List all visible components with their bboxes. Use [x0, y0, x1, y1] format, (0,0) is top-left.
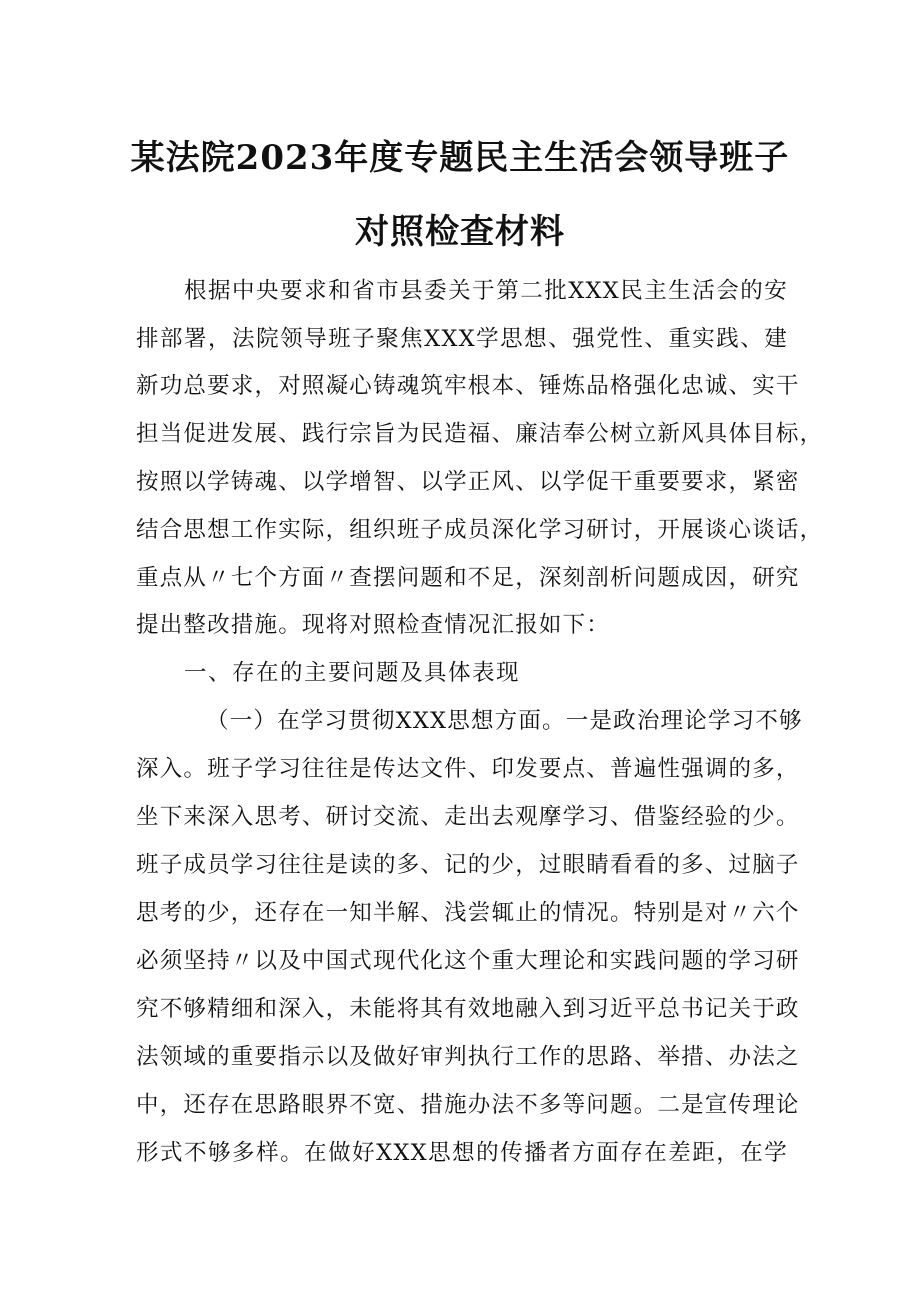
- paragraph-line: 提出整改措施。现将对照检查情况汇报如下：: [136, 612, 611, 638]
- paragraph-line: 思考的少，还存在一知半解、浅尝辄止的情况。特别是对〃六个: [136, 900, 800, 926]
- paragraph-line: 深入。班子学习往往是传达文件、印发要点、普遍性强调的多，: [136, 756, 800, 782]
- paragraph-line: 排部署，法院领导班子聚焦XXX学思想、强党性、重实践、建: [136, 326, 788, 352]
- paragraph-line: 究不够精细和深入，未能将其有效地融入到习近平总书记关于政: [136, 996, 800, 1022]
- paragraph-line: 必须坚持〃以及中国式现代化这个重大理论和实践问题的学习研: [136, 948, 800, 974]
- paragraph-line: 重点从〃七个方面〃查摆问题和不足，深刻剖析问题成因，研究: [136, 565, 800, 591]
- document-title-line-1: 某法院2023年度专题民主生活会领导班子: [130, 138, 790, 178]
- section-heading: 一、存在的主要问题及具体表现: [184, 660, 521, 686]
- paragraph-line: 法领域的重要指示以及做好审判执行工作的思路、举措、办法之: [136, 1044, 800, 1070]
- paragraph-line: 按照以学铸魂、以学增智、以学正风、以学促干重要要求，紧密: [136, 469, 800, 495]
- paragraph-line: （一）在学习贯彻XXX思想方面。一是政治理论学习不够: [206, 708, 803, 734]
- paragraph-line: 中，还存在思路眼界不宽、措施办法不多等问题。二是宣传理论: [136, 1092, 800, 1118]
- paragraph-line: 根据中央要求和省市县委关于第二批XXX民主生活会的安: [184, 278, 788, 304]
- paragraph-line: 形式不够多样。在做好XXX思想的传播者方面存在差距，在学: [136, 1140, 788, 1166]
- paragraph-line: 班子成员学习往往是读的多、记的少，过眼睛看看的多、过脑子: [136, 852, 800, 878]
- paragraph-line: 结合思想工作实际，组织班子成员深化学习研讨，开展谈心谈话，: [136, 517, 824, 543]
- paragraph-line: 担当促进发展、践行宗旨为民造福、廉洁奉公树立新风具体目标，: [136, 421, 824, 447]
- paragraph-line: 新功总要求，对照凝心铸魂筑牢根本、锤炼品格强化忠诚、实干: [136, 373, 800, 399]
- document-title-line-2: 对照检查材料: [355, 212, 565, 252]
- paragraph-line: 坐下来深入思考、研讨交流、走出去观摩学习、借鉴经验的少。: [136, 804, 800, 830]
